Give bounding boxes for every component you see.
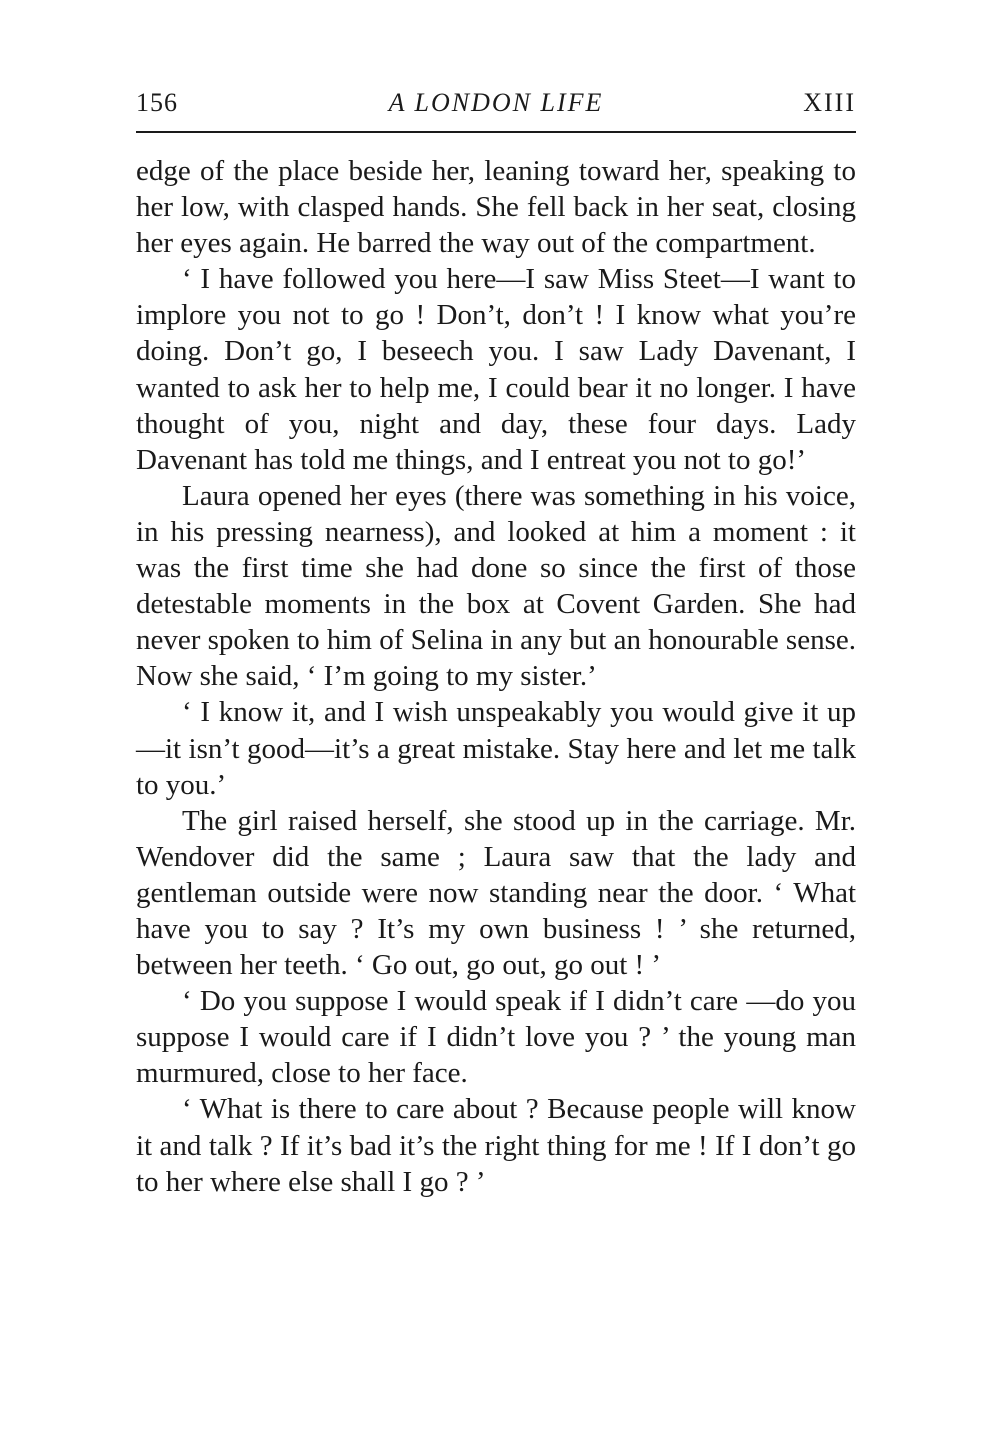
chapter-number: XIII <box>803 88 856 117</box>
paragraph-2: ‘ I have followed you here—I saw Miss Steet—I want to implore you not to go ! Don’t, don’t ! I know what you’re doing. Don’t go, I beseech you. I saw Lady Davenant, I wanted to ask her to help me, I could bear it no longer. I have thought of you, night and day, these four days. Lady Davenant has told me things, and I entreat you not to go!’ <box>136 263 856 476</box>
paragraph-6: ‘ Do you suppose I would speak if I didn’t care —do you suppose I would care if I didn’t love you ? ’ the young man murmured, close to her face. <box>136 985 856 1090</box>
page-body <box>136 153 856 1200</box>
paragraph-7: ‘ What is there to care about ? Because people will know it and talk ? If it’s bad it’s the right thing for me ! If I don’t go to her where else shall I go ? ’ <box>136 1093 856 1198</box>
paragraph-4: ‘ I know it, and I wish unspeakably you would give it up—it isn’t good—it’s a great mistake. Stay here and let me talk to you.’ <box>136 696 856 801</box>
page-number: 156 <box>136 88 178 117</box>
running-title: A LONDON LIFE <box>388 88 604 117</box>
paragraph-3: Laura opened her eyes (there was something in his voice, in his pressing nearness), and looked at him a moment : it was the first time she had done so since the first of those detestable moments in the box at Covent Garden. She had never spoken to him of Selina in any but an honourable sense. Now she said, ‘ I’m going to my sister.’ <box>136 479 857 693</box>
running-header <box>136 88 856 128</box>
header-rule <box>136 131 856 133</box>
paragraph-5: The girl raised herself, she stood up in the carriage. Mr. Wendover did the same ; Laura saw that the lady and gentleman outside were now standing near the door. ‘ What have you to say ? It’s my own business ! ’ she returned, between her teeth. ‘ Go out, go out, go out ! ’ <box>136 804 856 982</box>
paragraph-1: edge of the place beside her, leaning toward her, speaking to her low, with clasped hands. She fell back in her seat, closing her eyes again. He barred the way out of the compartment. <box>136 155 856 260</box>
